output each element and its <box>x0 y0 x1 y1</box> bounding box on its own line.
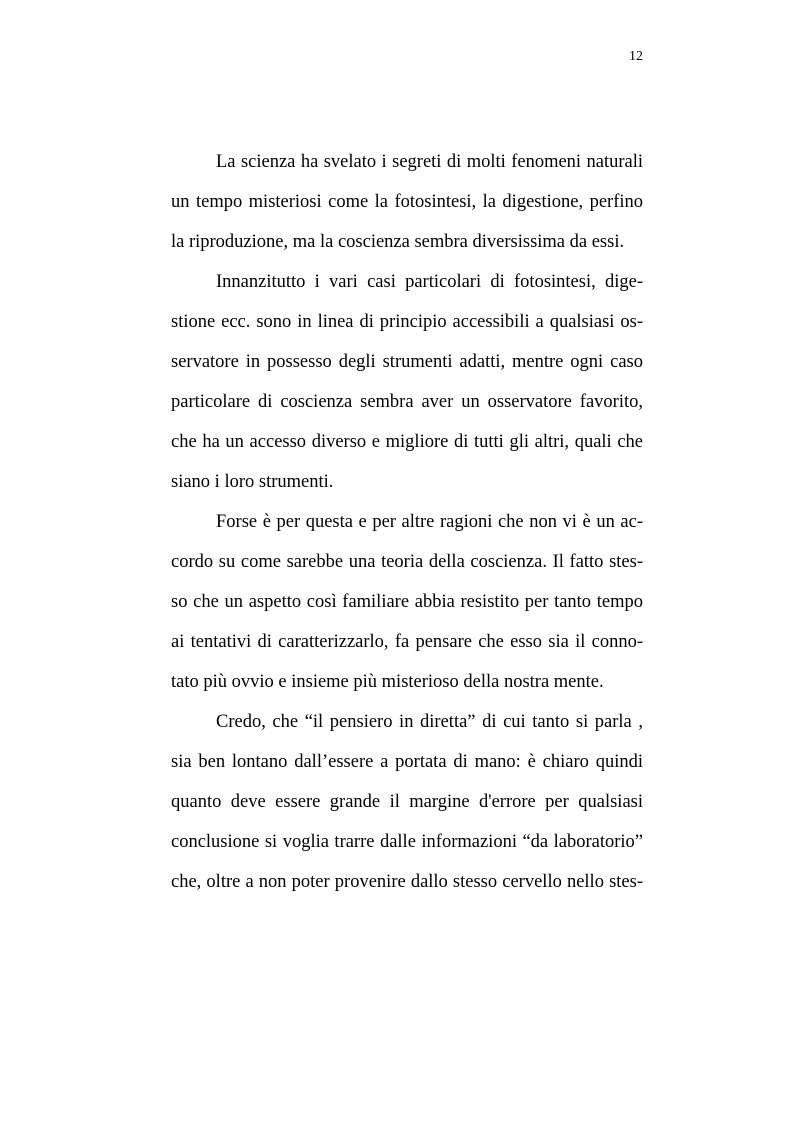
text-line: che ha un accesso diverso e migliore di tutti gli altri, quali che <box>171 432 643 452</box>
text-line: La scienza ha svelato i segreti di molti fenomeni naturali <box>216 152 643 172</box>
text-line: stione ecc. sono in linea di principio accessibili a qualsiasi os- <box>171 312 643 332</box>
text-line: servatore in possesso degli strumenti adatti, mentre ogni caso <box>171 352 643 372</box>
paragraph <box>171 702 643 902</box>
text-line: la riproduzione, ma la coscienza sembra diversissima da essi. <box>171 232 625 252</box>
body-text <box>171 142 643 902</box>
text-line: ai tentativi di caratterizzarlo, fa pensare che esso sia il conno- <box>171 632 643 652</box>
text-line: Credo, che “il pensiero in diretta” di cui tanto si parla , <box>216 712 643 732</box>
paragraph <box>171 502 643 702</box>
text-line: quanto deve essere grande il margine d'errore per qualsiasi <box>171 792 643 812</box>
text-line: so che un aspetto così familiare abbia resistito per tanto tempo <box>171 592 643 612</box>
text-line: cordo su come sarebbe una teoria della coscienza. Il fatto stes- <box>171 552 643 572</box>
page-number: 12 <box>629 49 643 64</box>
text-line: un tempo misteriosi come la fotosintesi, la digestione, perfino <box>171 192 643 212</box>
text-line: Innanzitutto i vari casi particolari di fotosintesi, dige- <box>216 272 643 292</box>
paragraph <box>171 262 643 502</box>
paragraph <box>171 142 643 262</box>
text-line: particolare di coscienza sembra aver un osservatore favorito, <box>171 392 643 412</box>
text-line: conclusione si voglia trarre dalle informazioni “da laboratorio” <box>171 832 643 852</box>
text-line: che, oltre a non poter provenire dallo stesso cervello nello stes- <box>171 872 643 892</box>
text-line: siano i loro strumenti. <box>171 472 334 492</box>
text-line: sia ben lontano dall’essere a portata di mano: è chiaro quindi <box>171 752 643 772</box>
text-line: tato più ovvio e insieme più misterioso della nostra mente. <box>171 672 604 692</box>
text-line: Forse è per questa e per altre ragioni che non vi è un ac- <box>216 512 643 532</box>
